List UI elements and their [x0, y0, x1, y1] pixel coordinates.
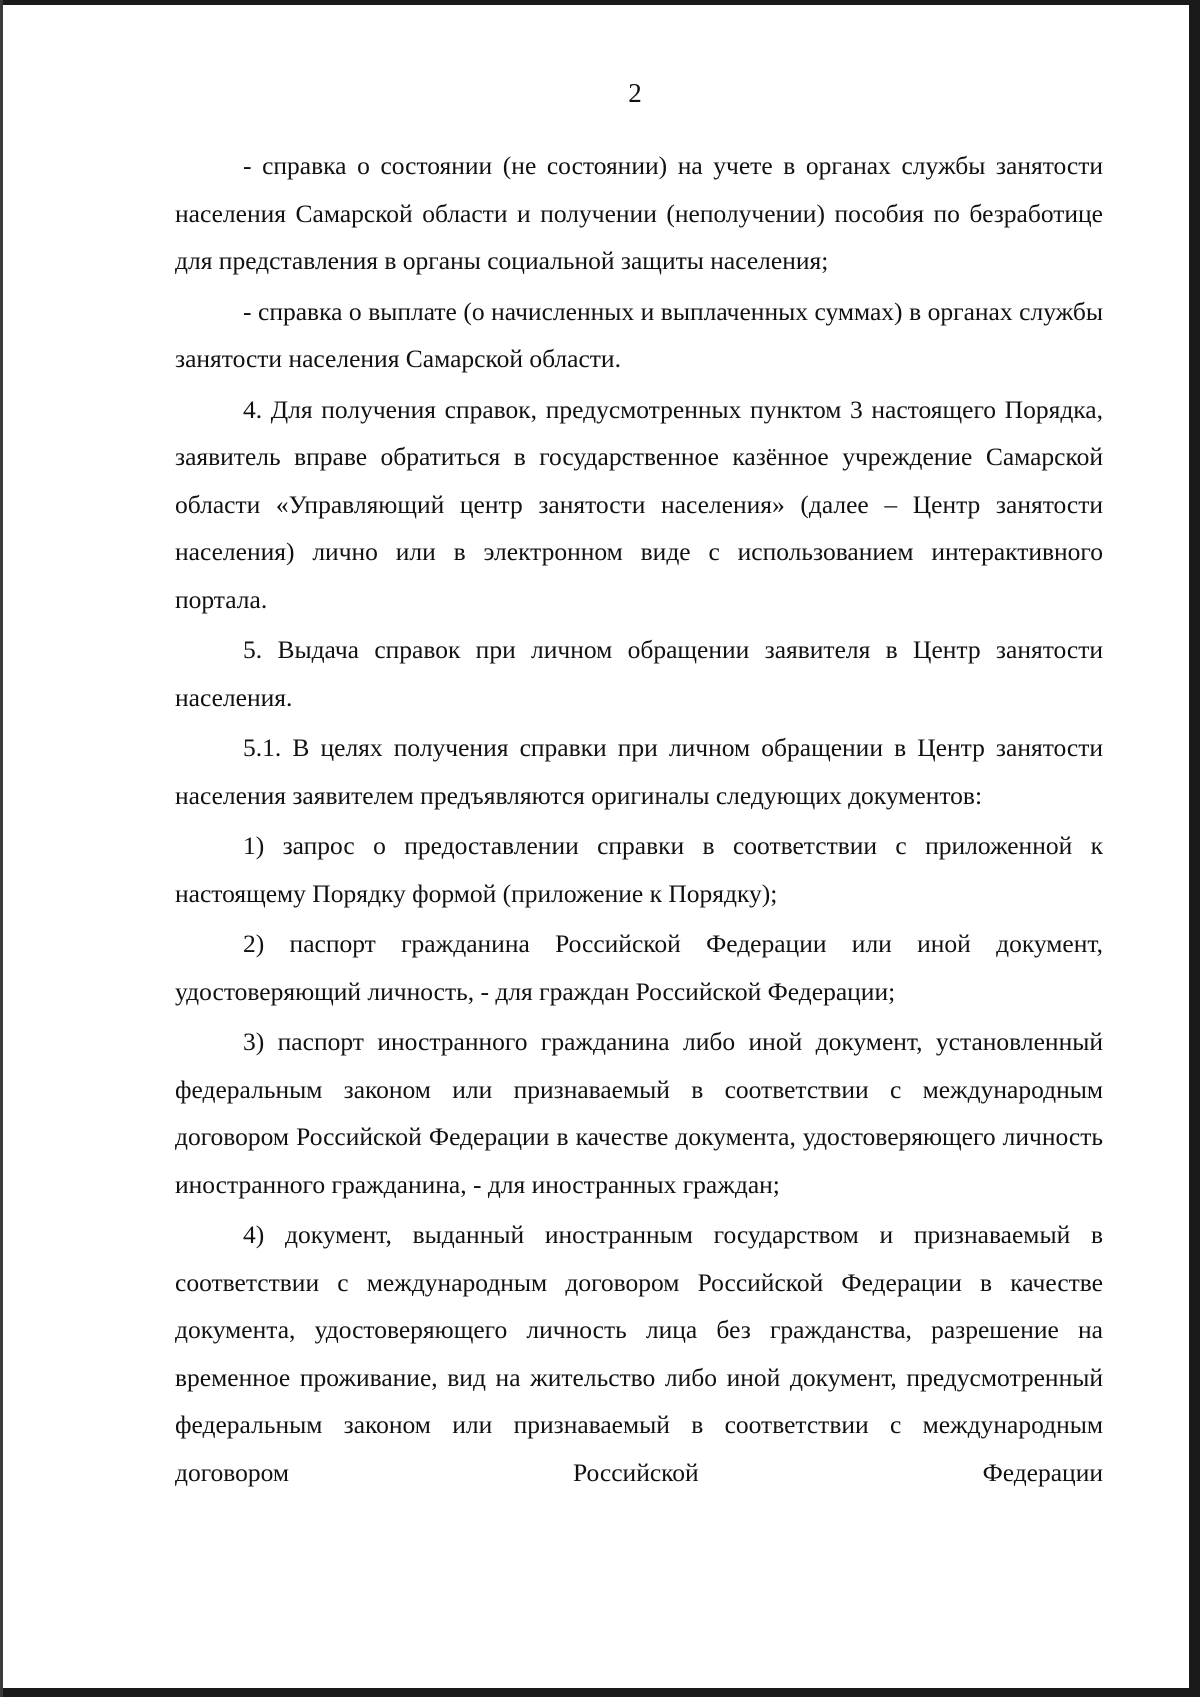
- page-number: 2: [628, 78, 642, 108]
- paragraph-item-5: 5. Выдача справок при личном обращении заявителя в Центр занятости населения.: [175, 635, 1103, 712]
- paragraph-subitem-4: 4) документ, выданный иностранным государством и признаваемый в соответствии с международным договором Российской Федерации в качестве документа, удостоверяющего личность лица без гражданства, разрешение на временное проживание, вид на жительство либо иной документ, предусмотренный федеральным законом или признаваемый в соответствии с международным договором Российской Федерации: [175, 1220, 1103, 1487]
- paragraph-item-5-1: 5.1. В целях получения справки при личном обращении в Центр занятости населения заявителем предъявляются оригиналы следующих документов:: [175, 733, 1103, 810]
- scan-border-right: [1189, 0, 1200, 1697]
- paragraph-subitem-2: 2) паспорт гражданина Российской Федерации или иной документ, удостоверяющий личность, - для граждан Российской Федерации;: [175, 929, 1103, 1006]
- paragraph-item-4: 4. Для получения справок, предусмотренных пунктом 3 настоящего Порядка, заявитель вправе обратиться в государственное казённое учреждение Самарской области «Управляющий центр занятости населения» (далее – Центр занятости населения) лично или в электронном виде с использованием интерактивного портала.: [175, 394, 1103, 614]
- scan-border-left: [0, 0, 3, 1697]
- document-body: [175, 142, 1103, 1496]
- paragraph-unemployment-certificate: - справка о состоянии (не состоянии) на учете в органах службы занятости населения Самарской области и получении (неполучении) пособия по безработице для представления в органы социальной защиты населения;: [175, 151, 1103, 275]
- paragraph-subitem-1: 1) запрос о предоставлении справки в соответствии с приложенной к настоящему Порядку формой (приложение к Порядку);: [175, 831, 1103, 908]
- paragraph-subitem-3: 3) паспорт иностранного гражданина либо иной документ, установленный федеральным законом или признаваемый в соответствии с международным договором Российской Федерации в качестве документа, удостоверяющего личность иностранного гражданина, - для иностранных граждан;: [175, 1027, 1103, 1199]
- scan-border-top: [0, 0, 1200, 5]
- scan-border-bottom: [0, 1688, 1200, 1697]
- paragraph-payment-certificate: - справка о выплате (о начисленных и выплаченных суммах) в органах службы занятости населения Самарской области.: [175, 296, 1103, 373]
